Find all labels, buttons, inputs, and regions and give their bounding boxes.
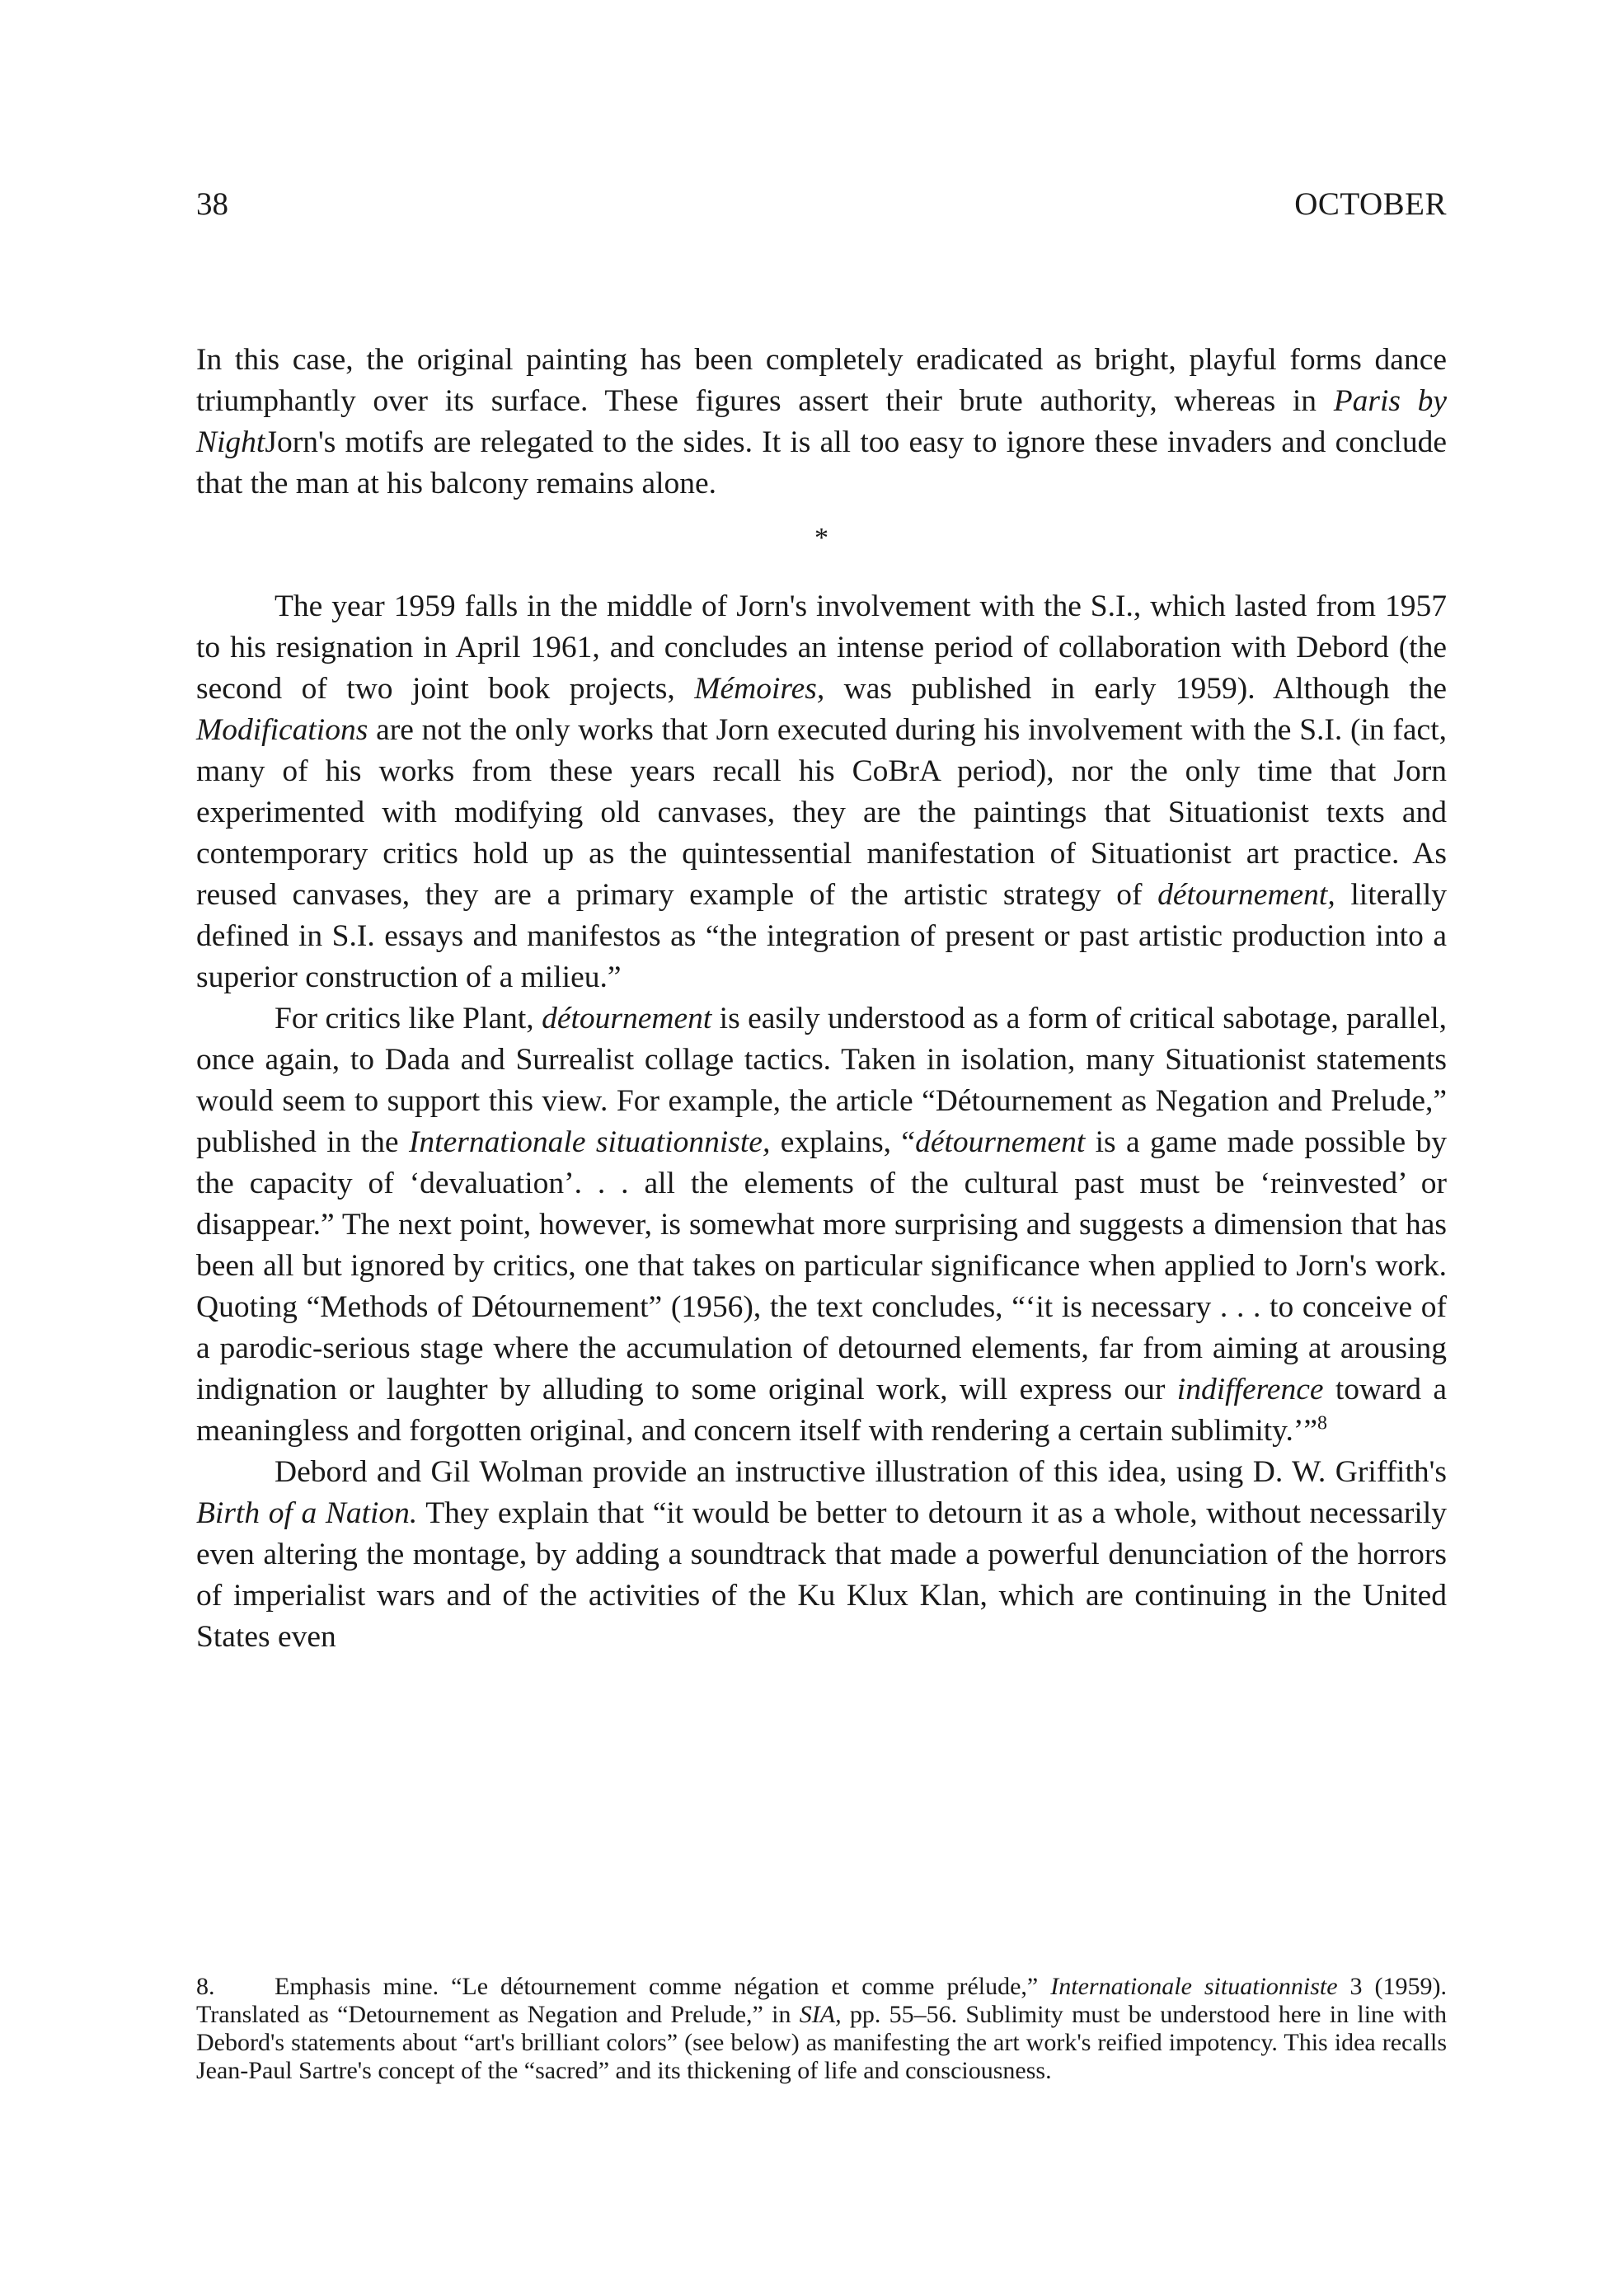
text-span: is easily understood as a form of critical sabotage, parallel, once again, to Dada and Surrealist collage tactics. Taken in isolation, many Situationist statements would seem to support this view. For example, the article “Détournement as Negation and Prelude,” published in the [196,1002,1447,1159]
page-number: 38 [196,186,228,222]
text-span: Debord and Gil Wolman provide an instructive illustration of this idea, using D. W. Griffith's [275,1455,1447,1489]
italic-title: SIA, [799,2001,842,2028]
section-break-asterisk: * [814,523,828,553]
running-head: OCTOBER [1294,186,1447,222]
text-span: Emphasis mine. “Le détournement comme négation et comme prélude,” [275,1973,1051,2000]
italic-title: Internationale situationniste, [408,1125,771,1159]
paragraph-2 [196,586,1447,998]
text-span: The year 1959 falls in the middle of Jorn's involvement with the S.I., which lasted from 1957 to his resignation in April 1961, and concludes an intense period of collaboration with Debord (the second of two joint book projects, [196,589,1447,706]
text-span: was published in early 1959). Although the [824,672,1447,706]
italic-title: Modifications [196,713,368,747]
italic-term: détournement [915,1125,1086,1159]
footnote-reference[interactable]: 8 [1317,1412,1327,1434]
italic-term: détournement [542,1002,712,1035]
paragraph-3 [196,998,1447,1452]
italic-title: Internationale situationniste [1050,1973,1338,2000]
paragraph-1 [196,340,1447,505]
text-span: are not the only works that Jorn executed during his involvement with the S.I. (in fact, many of his works from these years recall his CoBrA period), nor the only time that Jorn experimented with modifying old canvases, they are the paintings that Situationist texts and contemporary critics hold up as the quintessential manifestation of Situationist art practice. As reused canvases, they are a primary example of the artistic strategy of [196,713,1447,912]
text-span: They explain that “it would be better to detourn it as a whole, without necessarily even altering the montage, by adding a soundtrack that made a powerful denunciation of the horrors of imperialist wars and of the activities of the Ku Klux Klan, which are continuing in the United States even [196,1496,1448,1654]
footnote-number: 8. [196,1973,215,2000]
italic-emphasis: indifference [1176,1373,1324,1406]
text-span: toward a meaningless and forgotten original, and concern itself with rendering a certain sublimity.’” [196,1373,1447,1448]
text-span: In this case, the original painting has been completely eradicated as bright, playful forms dance triumphantly over its surface. These figures assert their brute authority, whereas in [196,343,1447,418]
footnotes [196,1973,1447,2085]
text-span: For critics like Plant, [275,1002,542,1035]
italic-title: Paris by Night [196,384,1447,459]
italic-term: détournement, [1157,878,1335,912]
text-span: pp. 55–56. Sublimity must be understood here in line with Debord's statements about “art's brilliant colors” (see below) as manifesting the art work's reified impotency. This idea recalls Jean-Paul Sartre's concept of the “sacred” and its thickening of life and consciousness. [196,2001,1447,2084]
text-span: Jorn's motifs are relegated to the sides. It is all too easy to ignore these invaders and conclude that the man at his balcony remains alone. [196,425,1447,500]
footnote-8 [196,1973,1447,2085]
paragraph-4 [196,1452,1447,1658]
text-span: is a game made possible by the capacity of ‘devaluation’. . . all the elements of the cultural past must be ‘reinvested’ or disappear.” The next point, however, is somewhat more surprising and suggests a dimension that has been all but ignored by critics, one that takes on particular significance when applied to Jorn's work. Quoting “Methods of Détournement” (1956), the text concludes, “‘it is necessary . . . to conceive of a parodic-serious stage where the accumulation of detourned elements, far from aiming at arousing indignation or laughter by alluding to some original work, will express our [196,1125,1447,1406]
italic-title: Birth of a Nation. [196,1496,418,1530]
text-span: 3 (1959). Translated as “Detournement as Negation and Prelude,” in [196,1973,1447,2028]
text-span: explains, “ [770,1125,916,1159]
text-span: literally defined in S.I. essays and manifestos as “the integration of present or past artistic production into a superior construction of a milieu.” [196,878,1447,994]
italic-title: Mémoires, [694,672,825,706]
article-body [196,340,1447,1658]
